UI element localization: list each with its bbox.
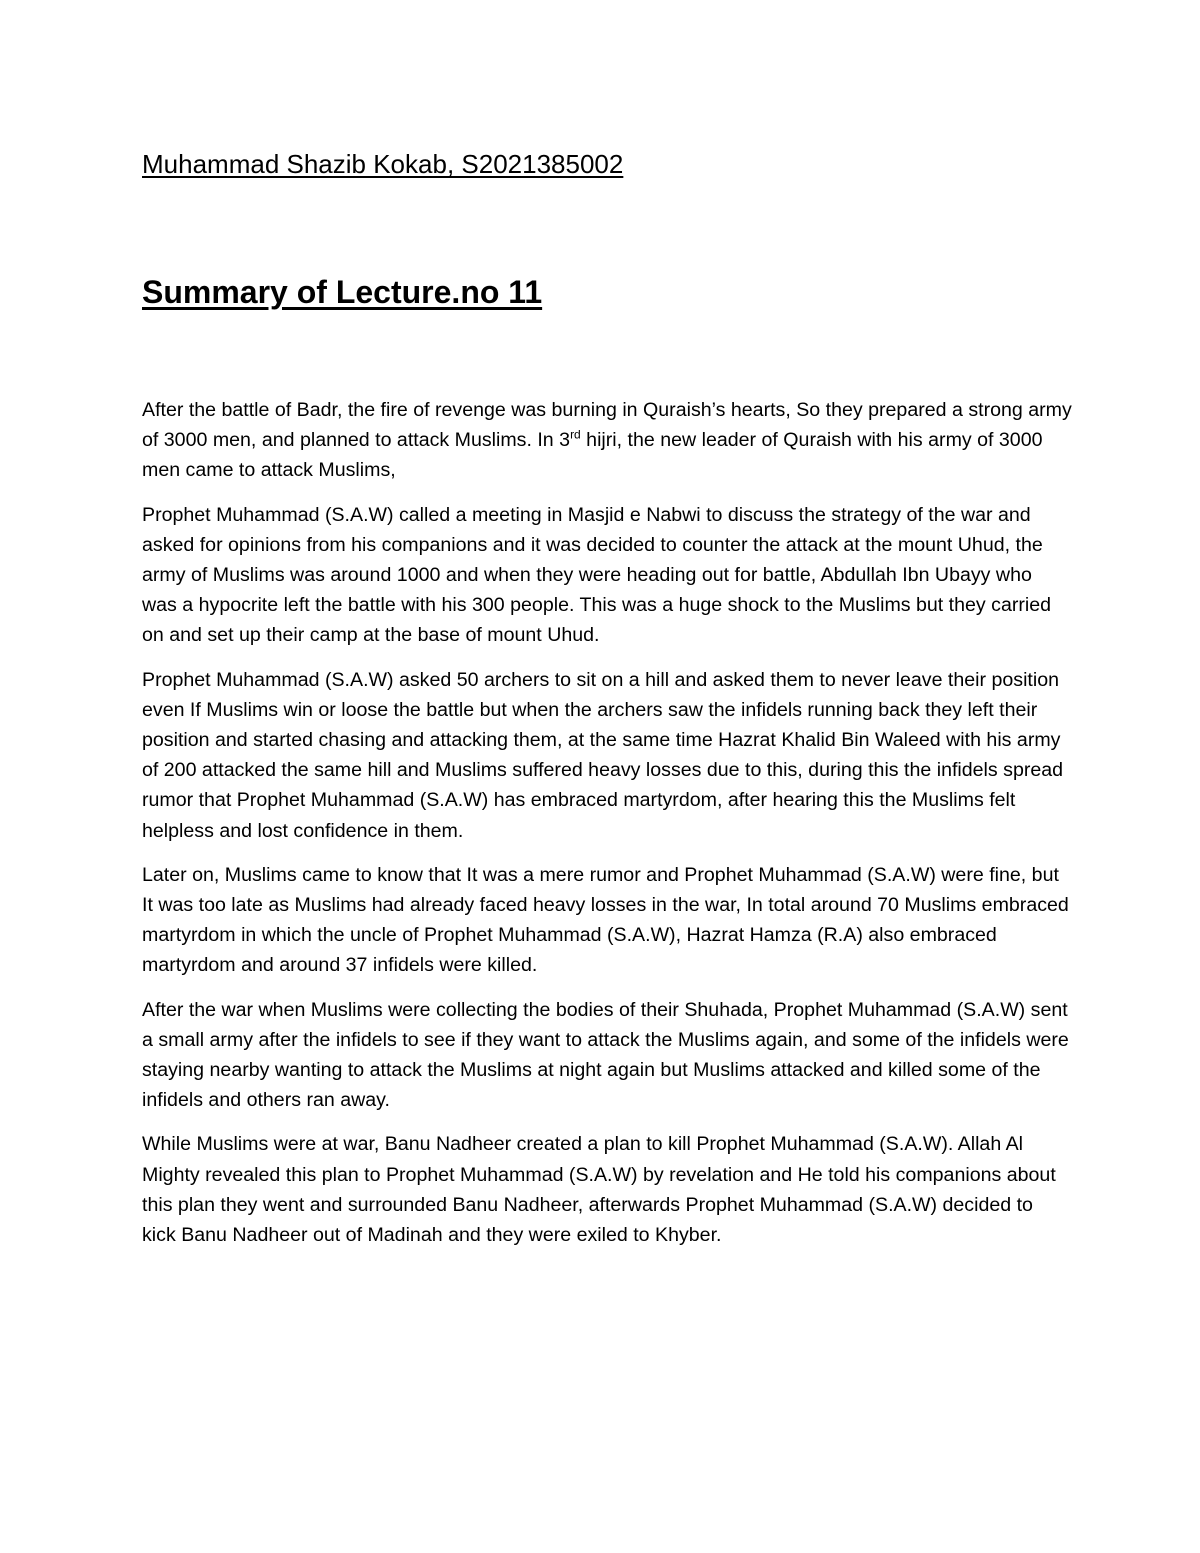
author-line: Muhammad Shazib Kokab, S2021385002 <box>142 149 624 179</box>
paragraph-6: While Muslims were at war, Banu Nadheer created a plan to kill Prophet Muhammad (S.A.W). Allah Al Mighty revealed this plan to Prophet Muhammad (S.A.W) by revelation and He told his companions about this plan they went and surrounded Banu Nadheer, afterwards Prophet Muhammad (S.A.W) decided to kick Banu Nadheer out of Madinah and they were exiled to Khyber. <box>142 1133 1056 1247</box>
paragraph-1-text-b: hijri, the new leader of Quraish with his army of 3000 men came to attack Muslims, <box>142 429 1043 482</box>
document-body <box>142 395 1072 1264</box>
ordinal-superscript: rd <box>570 427 581 442</box>
paragraph-1-text-a: After the battle of Badr, the fire of revenge was burning in Quraish’s hearts, So they prepared a strong army of 3000 men, and planned to attack Muslims. In 3 <box>142 399 1072 452</box>
document-title: Summary of Lecture.no 11 <box>142 274 543 310</box>
paragraph-3: Prophet Muhammad (S.A.W) asked 50 archers to sit on a hill and asked them to never leave their position even If Muslims win or loose the battle but when the archers saw the infidels running back they left their position and started chasing and attacking them, at the same time Hazrat Khalid Bin Waleed with his army of 200 attacked the same hill and Muslims suffered heavy losses due to this, during this the infidels spread rumor that Prophet Muhammad (S.A.W) has embraced martyrdom, after hearing this the Muslims felt helpless and lost confidence in them. <box>142 668 1064 842</box>
paragraph-5: After the war when Muslims were collecting the bodies of their Shuhada, Prophet Muhammad (S.A.W) sent a small army after the infidels to see if they want to attack the Muslims again, and some of the infidels were staying nearby wanting to attack the Muslims at night again but Muslims attacked and killed some of the infidels and others ran away. <box>142 998 1069 1112</box>
paragraph-1 <box>142 395 1072 486</box>
paragraph-2: Prophet Muhammad (S.A.W) called a meeting in Masjid e Nabwi to discuss the strategy of the war and asked for opinions from his companions and it was decided to counter the attack at the mount Uhud, the army of Muslims was around 1000 and when they were heading out for battle, Abdullah Ibn Ubayy who was a hypocrite left the battle with his 300 people. This was a huge shock to the Muslims but they carried on and set up their camp at the base of mount Uhud. <box>142 503 1052 647</box>
paragraph-4: Later on, Muslims came to know that It was a mere rumor and Prophet Muhammad (S.A.W) were fine, but It was too late as Muslims had already faced heavy losses in the war, In total around 70 Muslims embraced martyrdom in which the uncle of Prophet Muhammad (S.A.W), Hazrat Hamza (R.A) also embraced martyrdom and around 37 infidels were killed. <box>142 863 1069 977</box>
